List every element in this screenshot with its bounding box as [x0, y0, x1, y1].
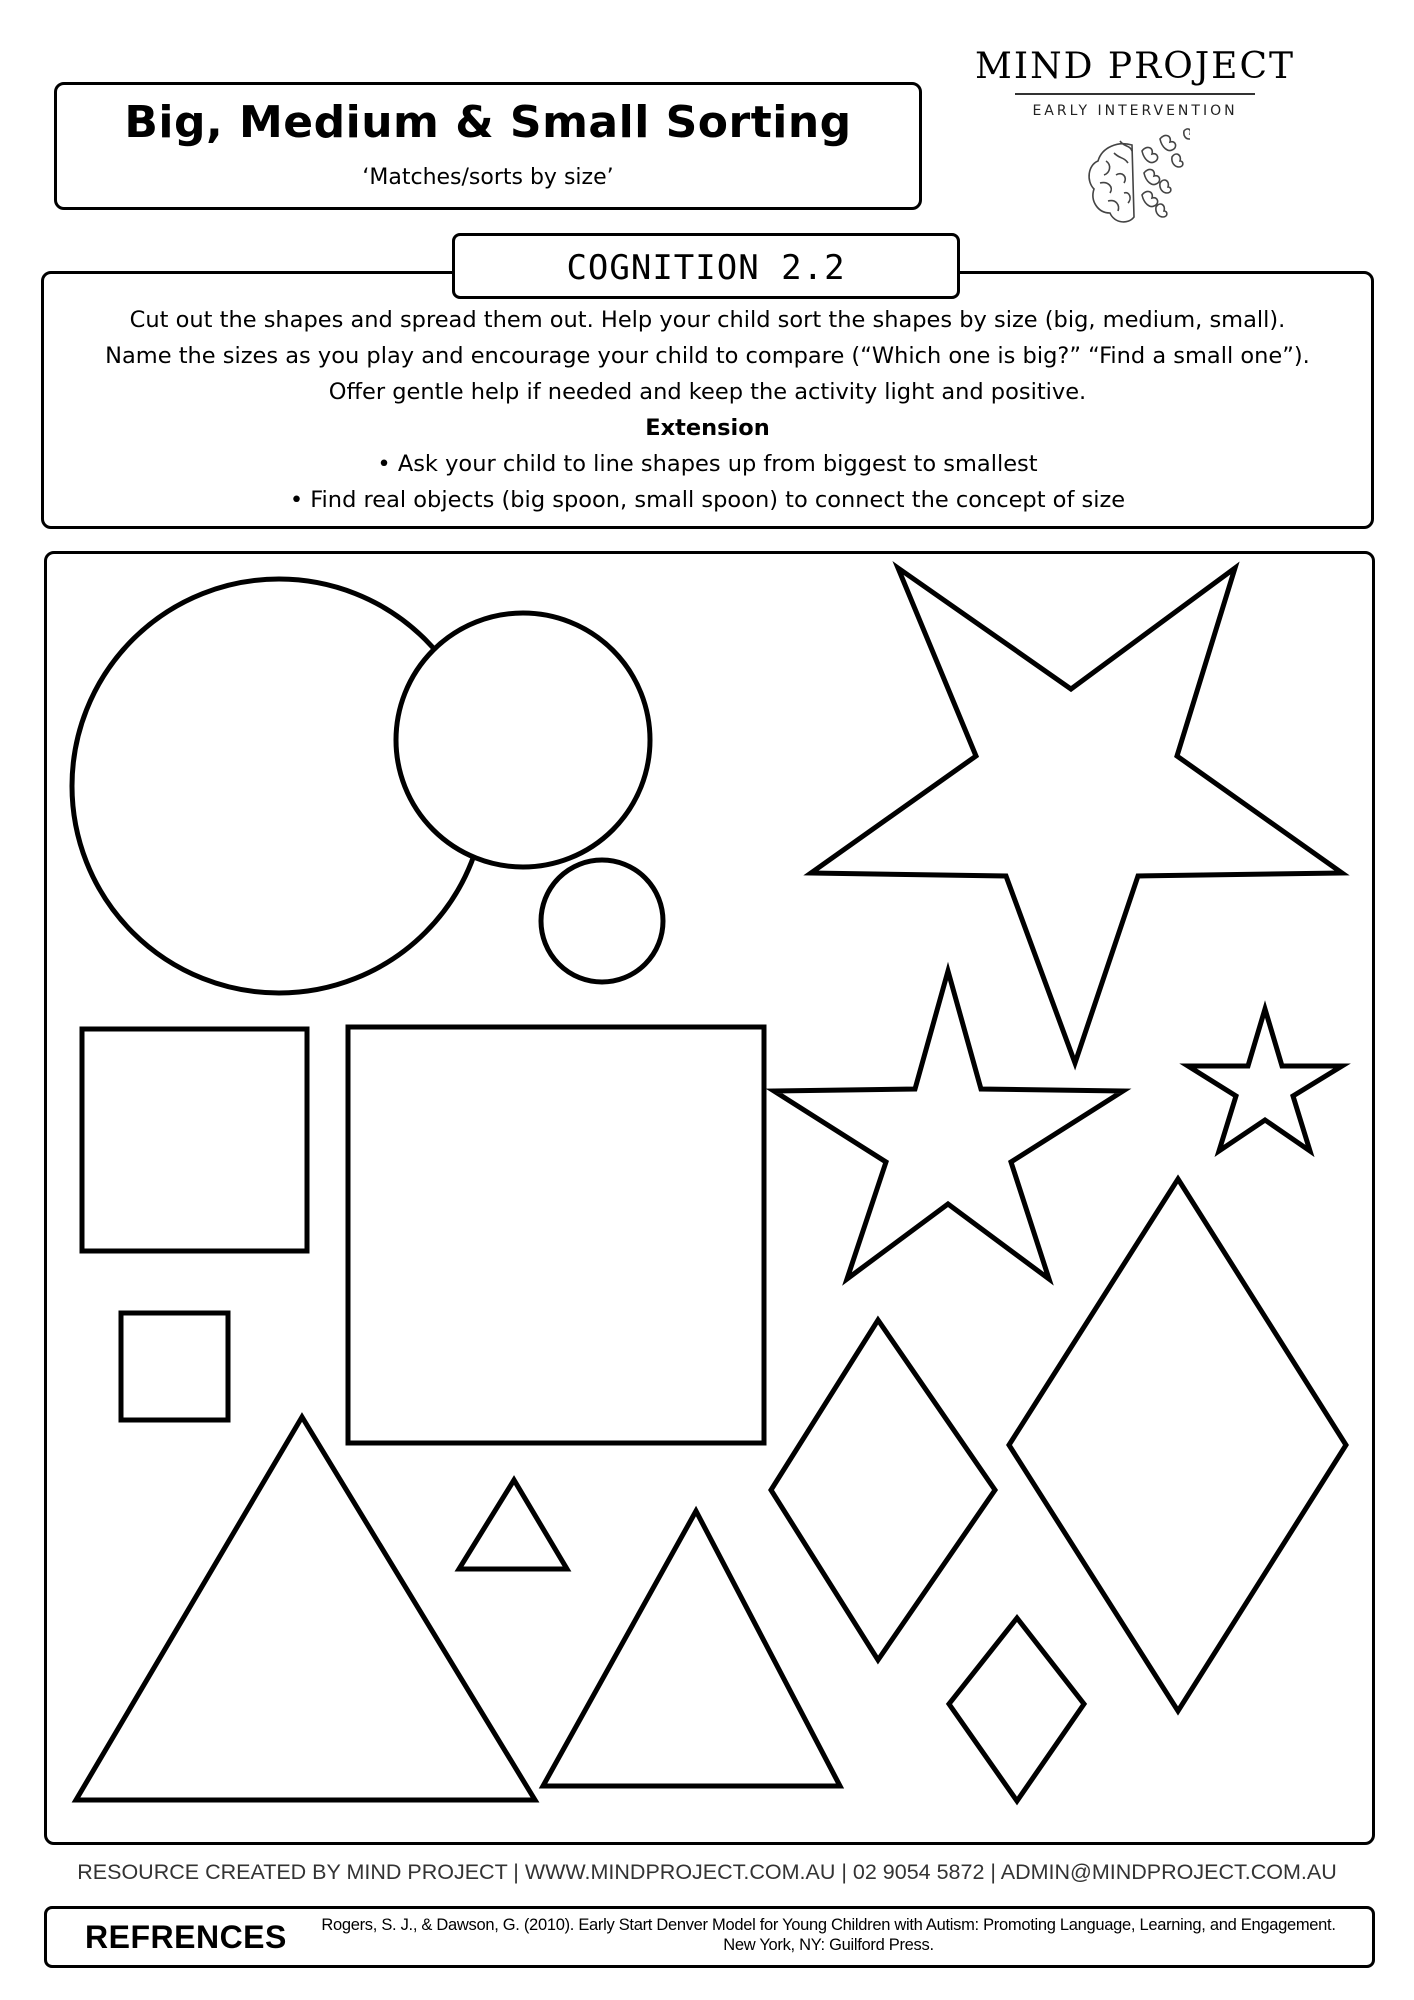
circle-small[interactable]	[541, 860, 663, 982]
square-medium[interactable]	[82, 1029, 307, 1251]
instruction-line: Offer gentle help if needed and keep the activity light and positive.	[328, 379, 1087, 405]
triangle-big[interactable]	[76, 1417, 535, 1800]
references-box	[44, 1906, 1375, 1968]
brand-divider	[1015, 93, 1255, 95]
diamond-medium[interactable]	[771, 1320, 995, 1660]
extension-title: Extension	[645, 415, 770, 441]
footer-credit: RESOURCE CREATED BY MIND PROJECT | WWW.MINDPROJECT.COM.AU | 02 9054 5872 | ADMIN@MINDPROJECT.COM.AU	[77, 1860, 1337, 1884]
circle-medium[interactable]	[396, 613, 650, 867]
instructions-box	[41, 271, 1374, 529]
shapes-panel	[44, 551, 1375, 1845]
references-text: Rogers, S. J., & Dawson, G. (2010). Early Start Denver Model for Young Children with Autism: Promoting Language, Learning, and Engagement. New York, NY: Guilford Press.	[321, 1916, 1336, 1954]
square-big[interactable]	[348, 1027, 764, 1443]
triangle-medium[interactable]	[543, 1511, 840, 1786]
instructions-text	[54, 302, 1361, 518]
instruction-line: Cut out the shapes and spread them out. Help your child sort the shapes by size (big, medium, small).	[129, 307, 1286, 333]
extension-item: • Find real objects (big spoon, small spoon) to connect the concept of size	[289, 487, 1126, 513]
instruction-line: Name the sizes as you play and encourage your child to compare (“Which one is big?” “Find a small one”).	[105, 343, 1310, 369]
brain-butterflies-icon	[1080, 127, 1190, 237]
star-big[interactable]	[811, 568, 1342, 1063]
references-title: REFRENCES	[85, 1919, 287, 1955]
section-label: COGNITION 2.2	[566, 248, 846, 288]
diamond-small[interactable]	[949, 1618, 1084, 1801]
brand-name: MIND PROJECT	[975, 46, 1295, 87]
section-tab	[452, 233, 960, 299]
brand-logo	[960, 46, 1310, 256]
brand-tagline: EARLY INTERVENTION	[1032, 103, 1238, 119]
triangle-small[interactable]	[459, 1480, 567, 1569]
page-subtitle: ‘Matches/sorts by size’	[362, 165, 614, 190]
page-title: Big, Medium & Small Sorting	[124, 97, 852, 148]
shapes-canvas	[47, 554, 1372, 1842]
diamond-big[interactable]	[1009, 1179, 1346, 1711]
title-box	[54, 82, 922, 210]
square-small[interactable]	[121, 1313, 228, 1420]
extension-item: • Ask your child to line shapes up from biggest to smallest	[377, 451, 1038, 477]
star-small[interactable]	[1188, 1009, 1342, 1151]
